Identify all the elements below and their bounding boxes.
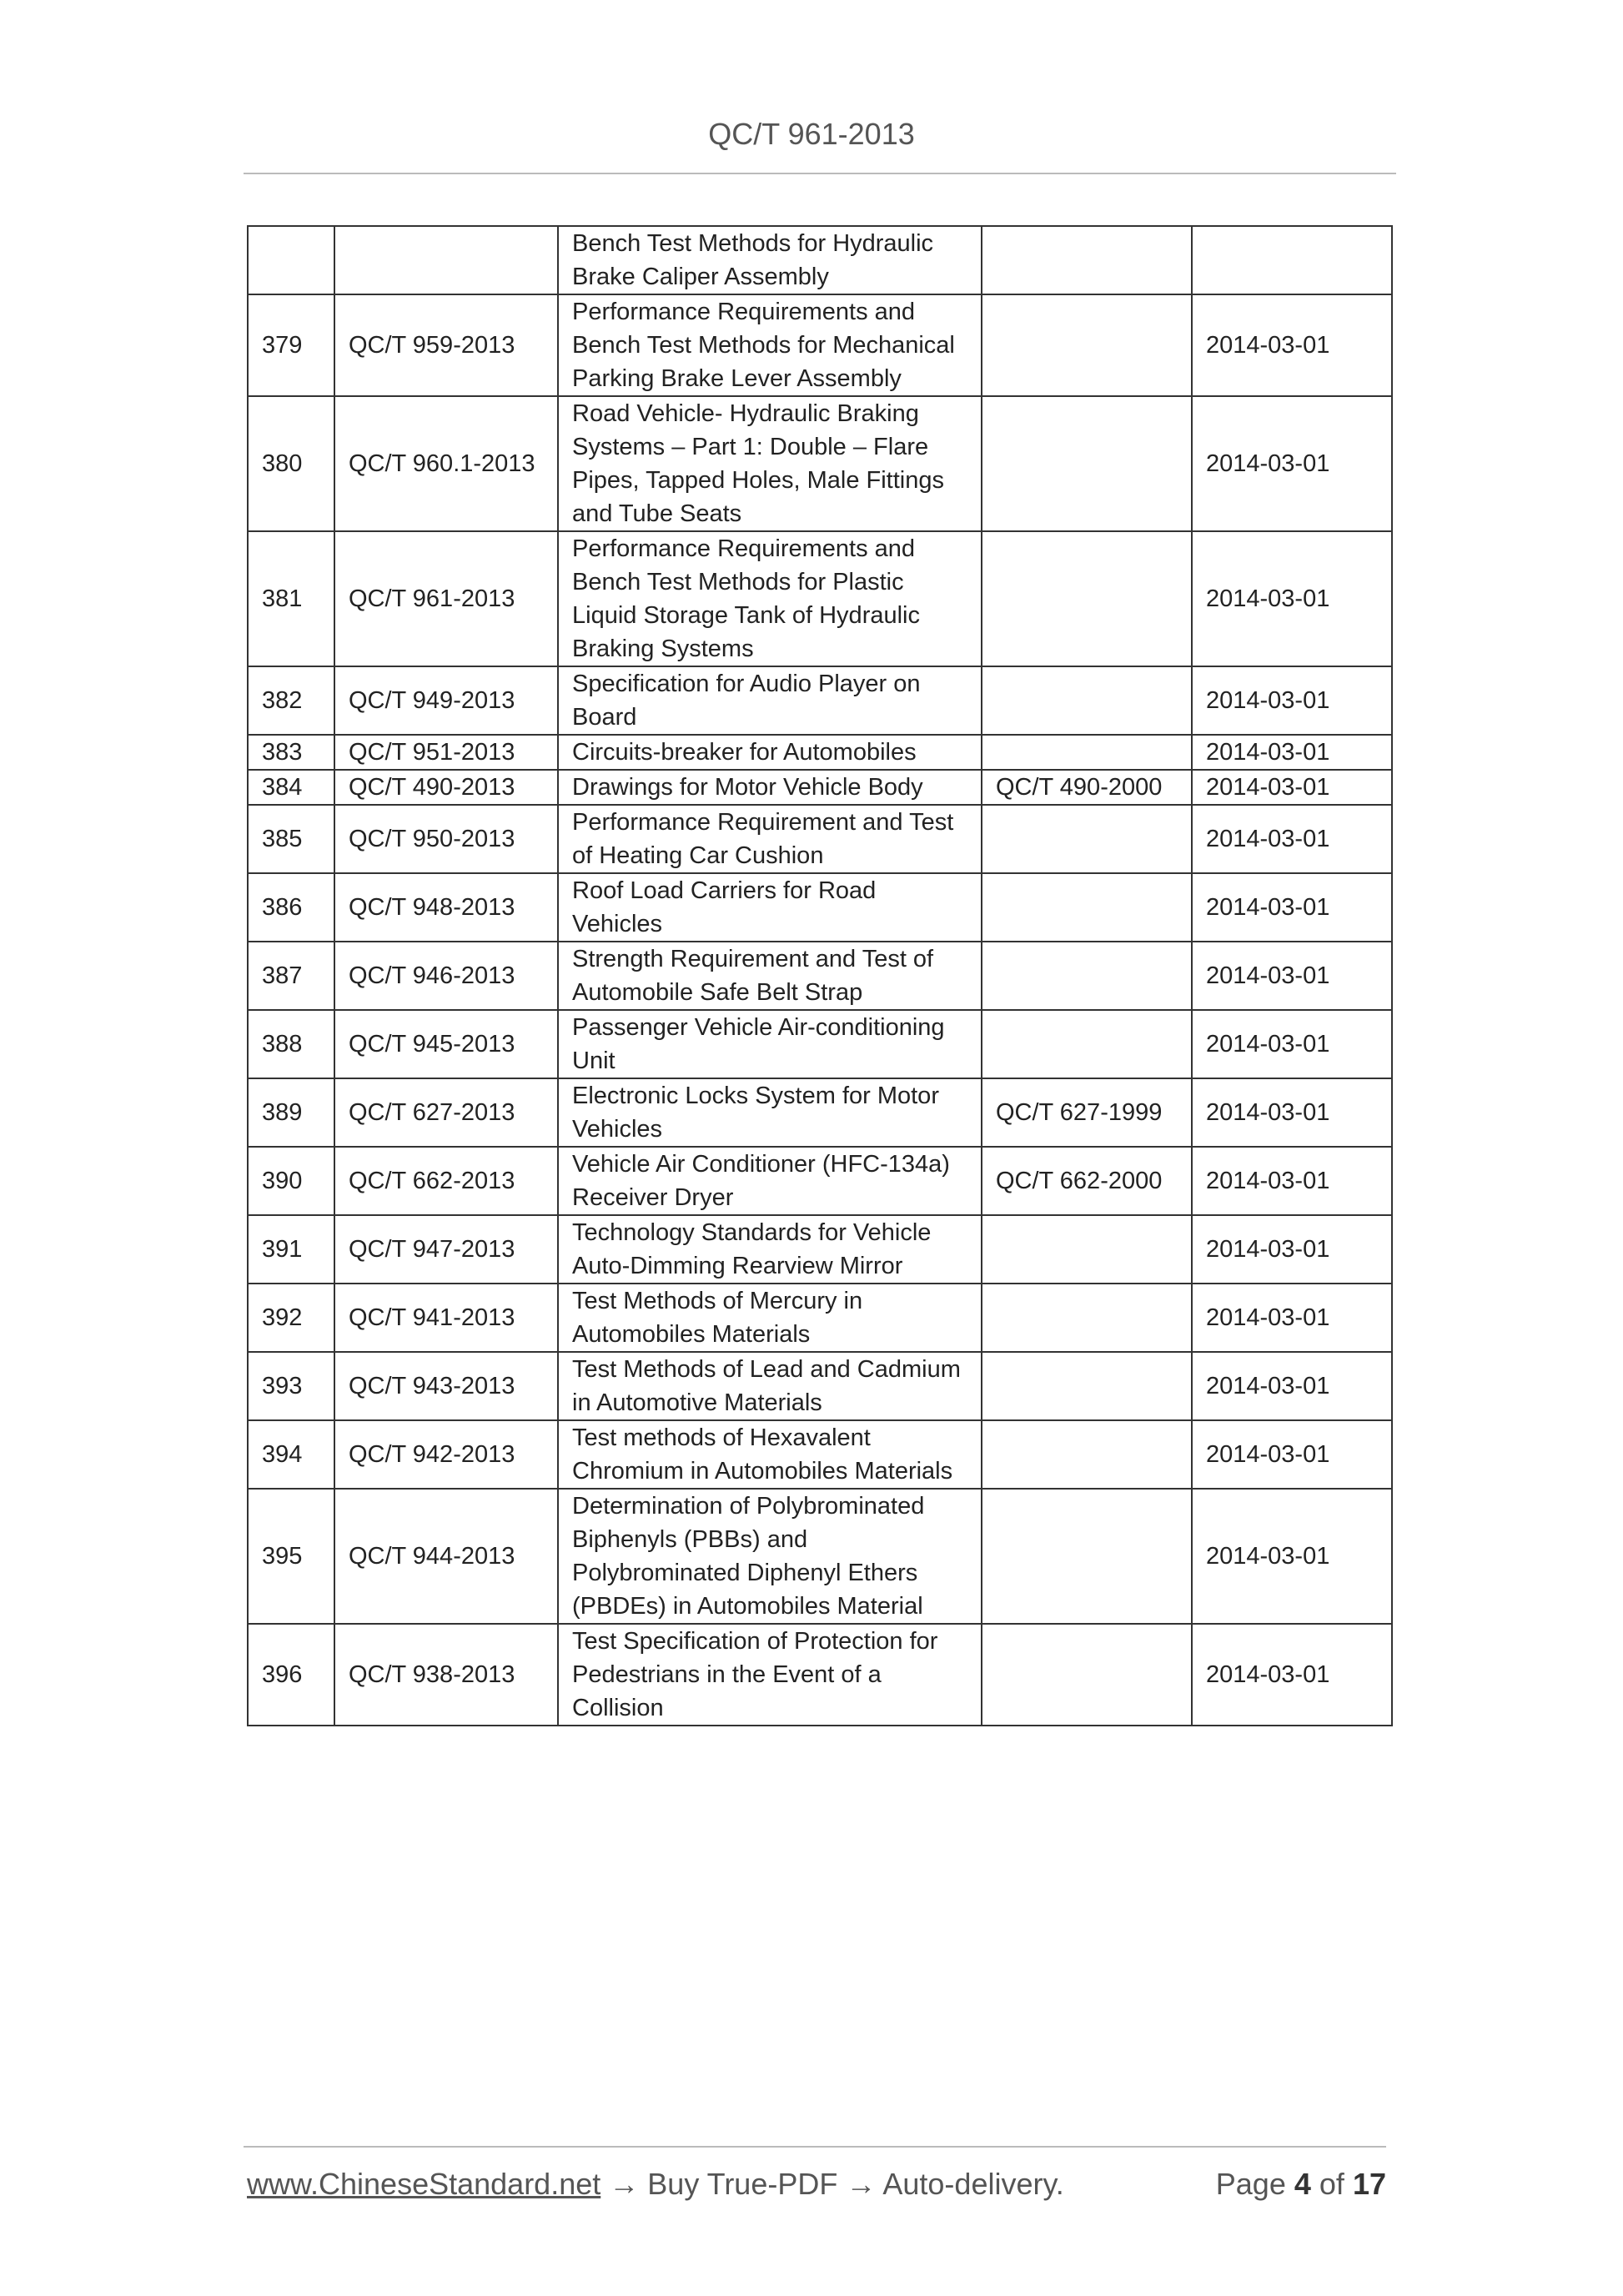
cell-implementation-date: 2014-03-01	[1192, 1010, 1392, 1078]
table-row	[248, 396, 1392, 531]
cell-standard-code: QC/T 950-2013	[334, 805, 558, 873]
cell-standard-name: Test methods of Hexavalent Chromium in Automobiles Materials	[558, 1420, 982, 1489]
cell-replaced-standard	[982, 1284, 1192, 1352]
cell-implementation-date: 2014-03-01	[1192, 1284, 1392, 1352]
cell-implementation-date: 2014-03-01	[1192, 735, 1392, 770]
cell-standard-name: Electronic Locks System for Motor Vehicles	[558, 1078, 982, 1147]
cell-number: 379	[248, 294, 334, 396]
table-row	[248, 770, 1392, 805]
cell-standard-code: QC/T 942-2013	[334, 1420, 558, 1489]
cell-standard-code: QC/T 951-2013	[334, 735, 558, 770]
cell-implementation-date: 2014-03-01	[1192, 1215, 1392, 1284]
cell-number: 389	[248, 1078, 334, 1147]
cell-number: 388	[248, 1010, 334, 1078]
cell-standard-name: Vehicle Air Conditioner (HFC-134a) Receiver Dryer	[558, 1147, 982, 1215]
cell-standard-name: Determination of Polybrominated Biphenyls (PBBs) and Polybrominated Diphenyl Ethers (PBDEs) in Automobiles Material	[558, 1489, 982, 1624]
cell-implementation-date: 2014-03-01	[1192, 1078, 1392, 1147]
table-row	[248, 1215, 1392, 1284]
cell-number: 385	[248, 805, 334, 873]
cell-replaced-standard	[982, 1215, 1192, 1284]
cell-standard-name: Test Methods of Mercury in Automobiles Materials	[558, 1284, 982, 1352]
table-row	[248, 735, 1392, 770]
cell-number: 387	[248, 942, 334, 1010]
table-row	[248, 805, 1392, 873]
cell-implementation-date: 2014-03-01	[1192, 1624, 1392, 1726]
cell-replaced-standard	[982, 735, 1192, 770]
cell-standard-name: Bench Test Methods for Hydraulic Brake Caliper Assembly	[558, 226, 982, 294]
cell-standard-name: Roof Load Carriers for Road Vehicles	[558, 873, 982, 942]
cell-replaced-standard	[982, 942, 1192, 1010]
standards-table	[247, 225, 1393, 1726]
cell-number: 395	[248, 1489, 334, 1624]
cell-standard-code: QC/T 946-2013	[334, 942, 558, 1010]
cell-standard-name: Strength Requirement and Test of Automobile Safe Belt Strap	[558, 942, 982, 1010]
cell-replaced-standard	[982, 396, 1192, 531]
cell-standard-code: QC/T 662-2013	[334, 1147, 558, 1215]
cell-number: 394	[248, 1420, 334, 1489]
cell-number: 390	[248, 1147, 334, 1215]
cell-number: 384	[248, 770, 334, 805]
cell-implementation-date: 2014-03-01	[1192, 1420, 1392, 1489]
footer-promo	[247, 2167, 1064, 2202]
arrow-icon: →	[609, 2167, 640, 2201]
footer-divider	[244, 2146, 1386, 2148]
cell-implementation-date: 2014-03-01	[1192, 770, 1392, 805]
arrow-icon: →	[846, 2167, 877, 2201]
cell-implementation-date: 2014-03-01	[1192, 805, 1392, 873]
cell-standard-code: QC/T 959-2013	[334, 294, 558, 396]
page-total: 17	[1352, 2167, 1386, 2201]
cell-replaced-standard	[982, 1420, 1192, 1489]
page-footer	[247, 2167, 1386, 2202]
cell-standard-name: Passenger Vehicle Air-conditioning Unit	[558, 1010, 982, 1078]
cell-standard-code: QC/T 627-2013	[334, 1078, 558, 1147]
table-row	[248, 1010, 1392, 1078]
cell-replaced-standard: QC/T 490-2000	[982, 770, 1192, 805]
table-row	[248, 942, 1392, 1010]
cell-implementation-date: 2014-03-01	[1192, 1489, 1392, 1624]
cell-replaced-standard	[982, 1489, 1192, 1624]
cell-replaced-standard: QC/T 662-2000	[982, 1147, 1192, 1215]
table-row	[248, 1147, 1392, 1215]
page-of-label: of	[1319, 2167, 1344, 2201]
table-row	[248, 873, 1392, 942]
cell-standard-code: QC/T 943-2013	[334, 1352, 558, 1420]
cell-replaced-standard	[982, 531, 1192, 666]
header-divider	[244, 173, 1396, 174]
auto-delivery-text: Auto-delivery.	[882, 2167, 1064, 2201]
cell-replaced-standard	[982, 1352, 1192, 1420]
cell-standard-name: Performance Requirements and Bench Test Methods for Plastic Liquid Storage Tank of Hydraulic Braking Systems	[558, 531, 982, 666]
cell-standard-name: Performance Requirement and Test of Heating Car Cushion	[558, 805, 982, 873]
cell-standard-code: QC/T 938-2013	[334, 1624, 558, 1726]
cell-standard-code: QC/T 941-2013	[334, 1284, 558, 1352]
cell-implementation-date: 2014-03-01	[1192, 666, 1392, 735]
cell-replaced-standard	[982, 226, 1192, 294]
cell-number: 391	[248, 1215, 334, 1284]
cell-replaced-standard: QC/T 627-1999	[982, 1078, 1192, 1147]
cell-standard-code	[334, 226, 558, 294]
cell-standard-name: Technology Standards for Vehicle Auto-Dimming Rearview Mirror	[558, 1215, 982, 1284]
cell-number: 396	[248, 1624, 334, 1726]
cell-standard-code: QC/T 944-2013	[334, 1489, 558, 1624]
cell-standard-name: Specification for Audio Player on Board	[558, 666, 982, 735]
cell-replaced-standard	[982, 873, 1192, 942]
cell-replaced-standard	[982, 666, 1192, 735]
buy-pdf-text: Buy True-PDF	[647, 2167, 838, 2201]
cell-standard-name: Drawings for Motor Vehicle Body	[558, 770, 982, 805]
cell-standard-name: Road Vehicle- Hydraulic Braking Systems – Part 1: Double – Flare Pipes, Tapped Holes, Male Fittings and Tube Seats	[558, 396, 982, 531]
table-row	[248, 531, 1392, 666]
cell-number: 382	[248, 666, 334, 735]
website-link[interactable]: www.ChineseStandard.net	[247, 2167, 601, 2201]
cell-replaced-standard	[982, 805, 1192, 873]
cell-number: 383	[248, 735, 334, 770]
table-row	[248, 1352, 1392, 1420]
table-row	[248, 1489, 1392, 1624]
cell-implementation-date: 2014-03-01	[1192, 1147, 1392, 1215]
cell-number: 392	[248, 1284, 334, 1352]
cell-standard-code: QC/T 960.1-2013	[334, 396, 558, 531]
table-row	[248, 1420, 1392, 1489]
cell-implementation-date	[1192, 226, 1392, 294]
cell-implementation-date: 2014-03-01	[1192, 1352, 1392, 1420]
table-row	[248, 1624, 1392, 1726]
cell-implementation-date: 2014-03-01	[1192, 294, 1392, 396]
table-row	[248, 226, 1392, 294]
cell-standard-code: QC/T 947-2013	[334, 1215, 558, 1284]
cell-replaced-standard	[982, 294, 1192, 396]
cell-standard-name: Performance Requirements and Bench Test Methods for Mechanical Parking Brake Lever Assembly	[558, 294, 982, 396]
cell-standard-code: QC/T 948-2013	[334, 873, 558, 942]
cell-standard-code: QC/T 945-2013	[334, 1010, 558, 1078]
page-current: 4	[1294, 2167, 1311, 2201]
page-indicator	[1216, 2167, 1386, 2202]
cell-number: 381	[248, 531, 334, 666]
table-row	[248, 1284, 1392, 1352]
table-row	[248, 666, 1392, 735]
cell-implementation-date: 2014-03-01	[1192, 396, 1392, 531]
page-header-title: QC/T 961-2013	[708, 117, 915, 151]
page-label: Page	[1215, 2167, 1286, 2201]
cell-replaced-standard	[982, 1624, 1192, 1726]
table-row	[248, 1078, 1392, 1147]
cell-number	[248, 226, 334, 294]
cell-number: 386	[248, 873, 334, 942]
cell-implementation-date: 2014-03-01	[1192, 531, 1392, 666]
cell-standard-code: QC/T 490-2013	[334, 770, 558, 805]
cell-standard-code: QC/T 949-2013	[334, 666, 558, 735]
cell-standard-name: Test Specification of Protection for Pedestrians in the Event of a Collision	[558, 1624, 982, 1726]
cell-standard-name: Circuits-breaker for Automobiles	[558, 735, 982, 770]
table-row	[248, 294, 1392, 396]
cell-number: 380	[248, 396, 334, 531]
cell-implementation-date: 2014-03-01	[1192, 873, 1392, 942]
cell-implementation-date: 2014-03-01	[1192, 942, 1392, 1010]
cell-standard-name: Test Methods of Lead and Cadmium in Automotive Materials	[558, 1352, 982, 1420]
cell-replaced-standard	[982, 1010, 1192, 1078]
cell-number: 393	[248, 1352, 334, 1420]
cell-standard-code: QC/T 961-2013	[334, 531, 558, 666]
